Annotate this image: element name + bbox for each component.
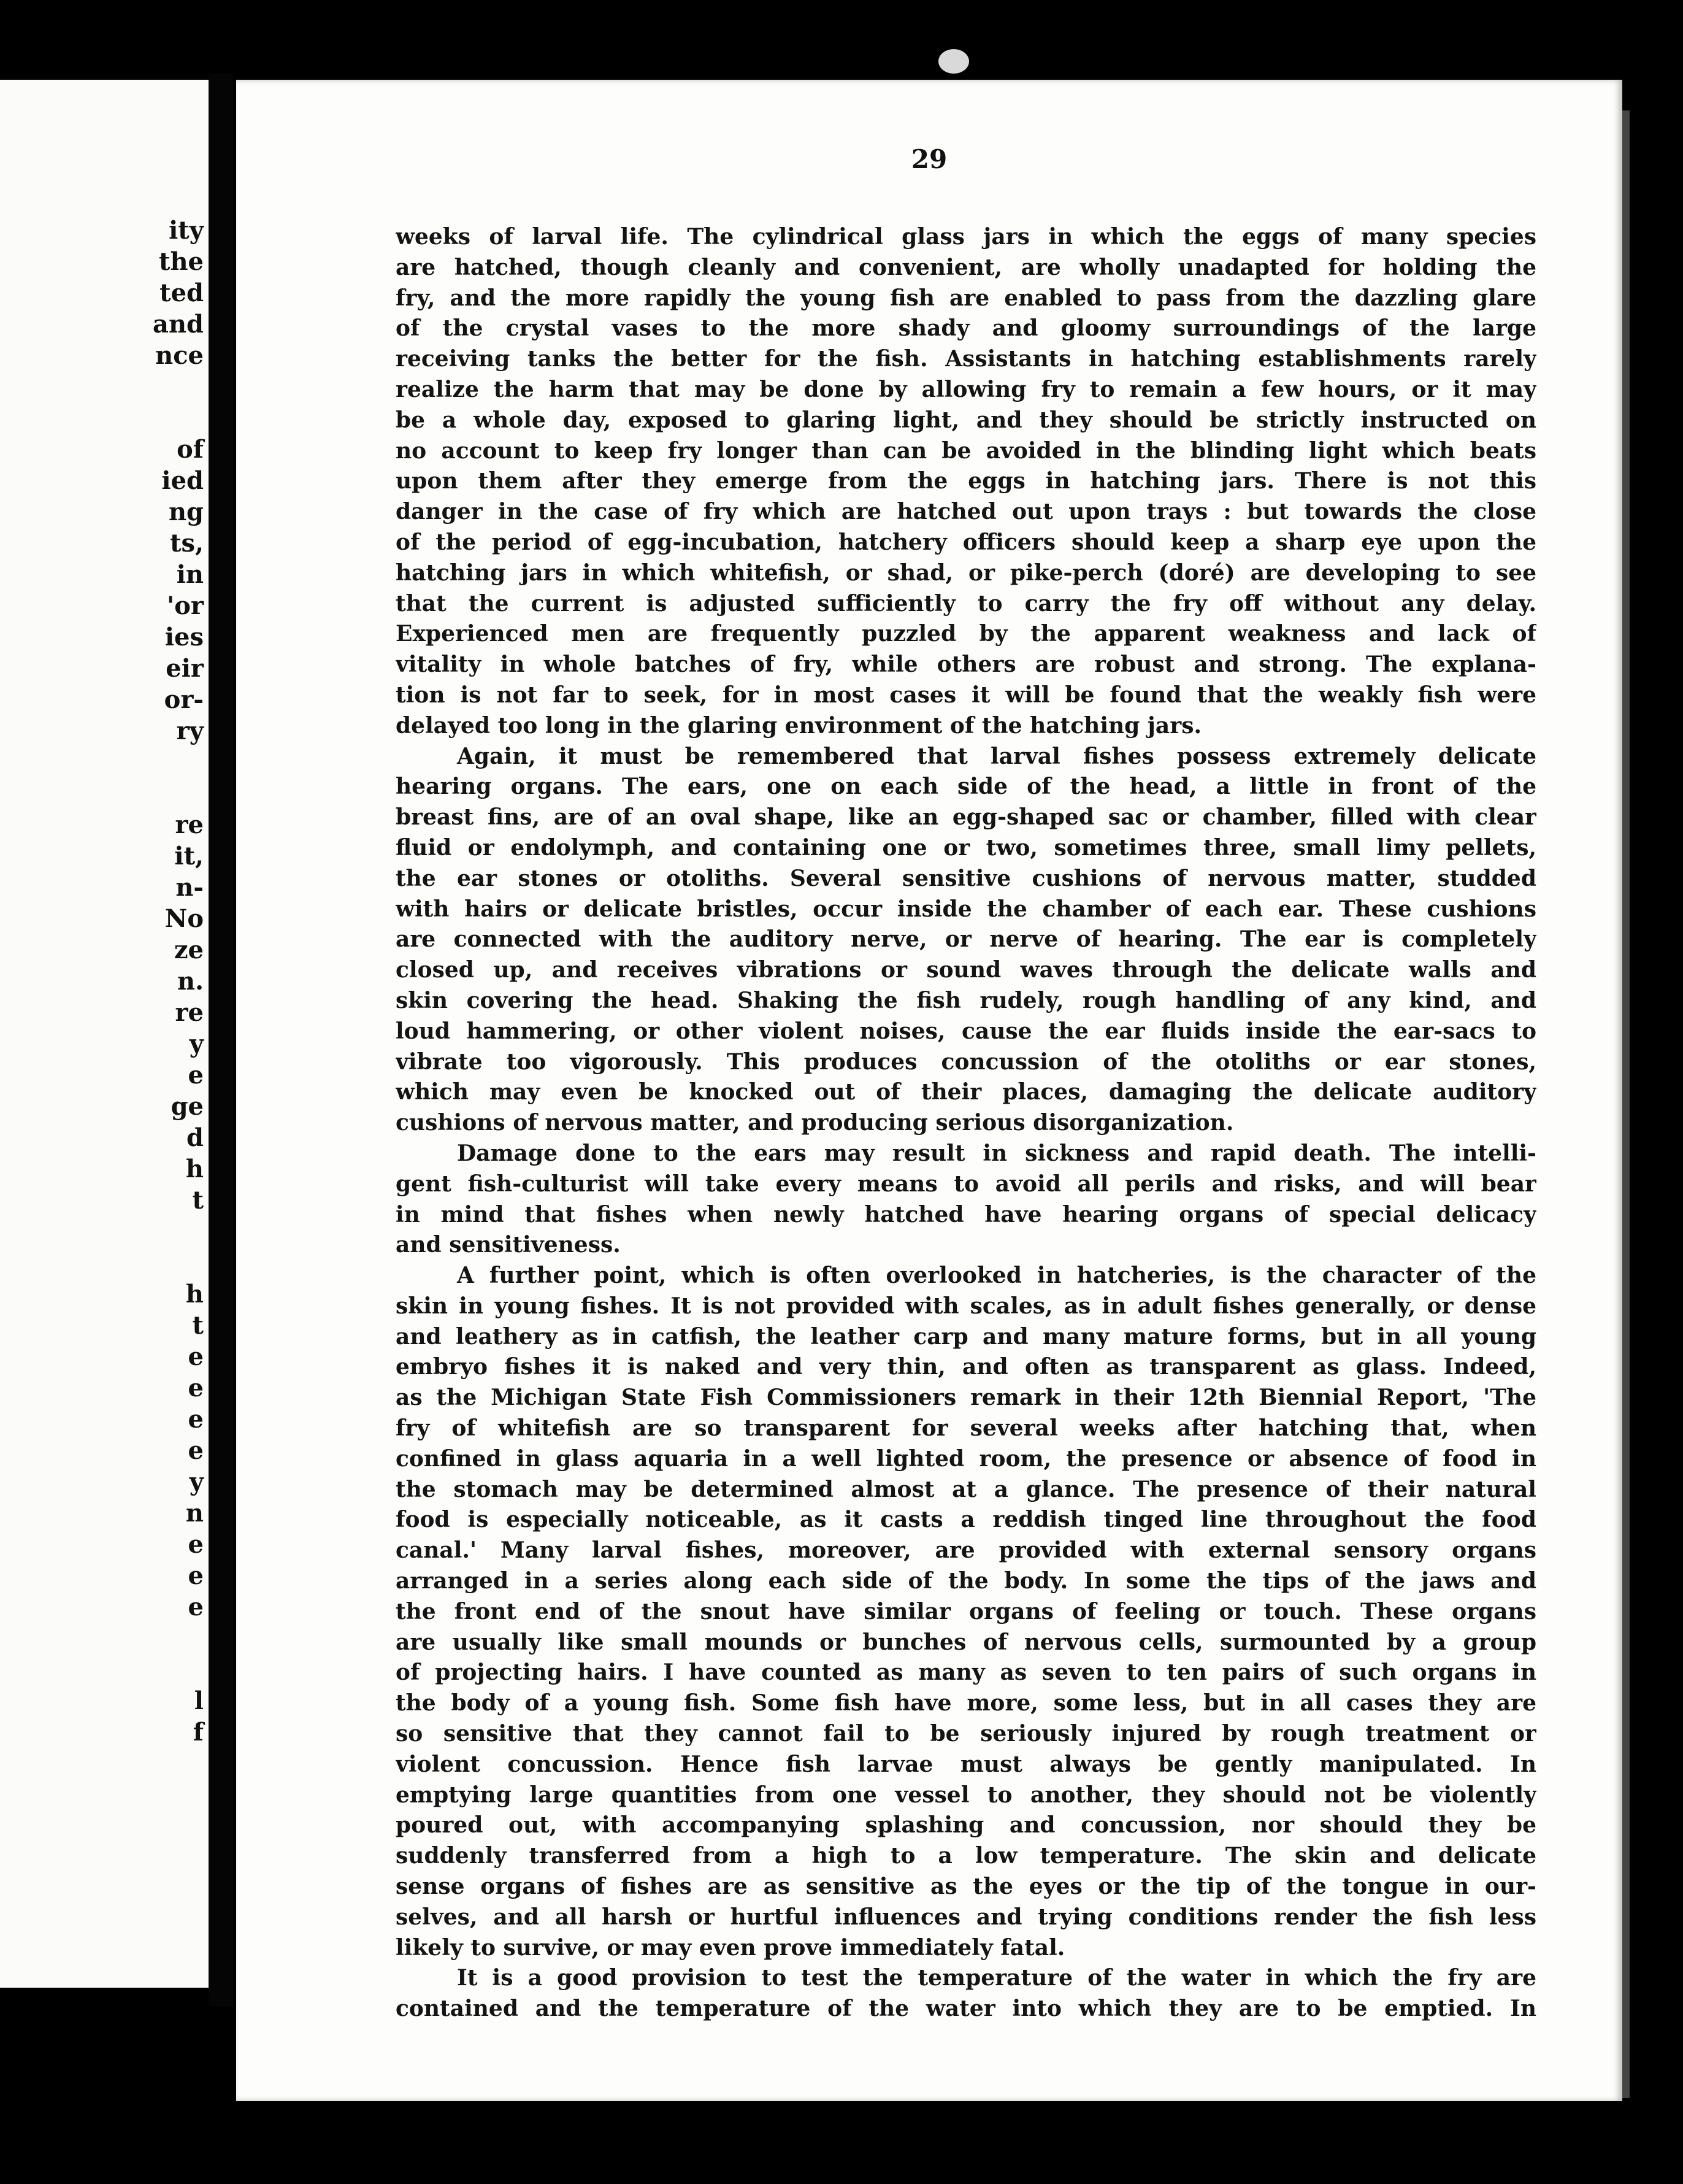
- facing-page-fragment: e: [188, 1436, 204, 1465]
- text-line: selves, and all harsh or hurtful influences and trying conditions render the fish less: [396, 1904, 1536, 1930]
- text-line: in mind that fishes when newly hatched have hearing organs of special delicacy: [396, 1201, 1536, 1228]
- text-line: the ear stones or otoliths. Several sensitive cushions of nervous matter, studded: [396, 865, 1536, 891]
- facing-page-fragment: h: [185, 1155, 204, 1183]
- facing-page-fragment: ity: [169, 216, 204, 245]
- facing-page-fragment: [117, 1623, 209, 1685]
- facing-page-fragment: ge: [171, 1092, 204, 1121]
- facing-page-fragment: l: [194, 1686, 204, 1715]
- text-line: that the current is adjusted sufficiently to carry the fry off without any delay.: [396, 590, 1536, 617]
- text-line: breast fins, are of an oval shape, like an egg-shaped sac or chamber, filled with clear: [396, 804, 1536, 831]
- facing-page-fragment: or-: [164, 685, 204, 714]
- text-line: poured out, with accompanying splashing and concussion, nor should they be: [396, 1812, 1536, 1839]
- facing-page-fragment: of: [177, 435, 204, 464]
- text-line: are connected with the auditory nerve, or nerve of hearing. The ear is completely: [396, 926, 1536, 953]
- book-page: [236, 80, 1622, 2101]
- facing-page-fragment: e: [188, 1405, 204, 1434]
- facing-page-fragment: re: [175, 998, 204, 1027]
- facing-page-fragment: the: [158, 247, 204, 276]
- facing-page-fragment: d: [186, 1123, 204, 1152]
- text-line: contained and the temperature of the water into which they are to be emptied. In: [396, 1996, 1536, 2022]
- text-line: hatching jars in which whitefish, or shad, or pike-perch (doré) are developing to see: [396, 559, 1536, 586]
- body-text: [396, 222, 1536, 2024]
- text-line: weeks of larval life. The cylindrical glass jars in which the eggs of many species: [396, 224, 1536, 250]
- facing-page-fragment: e: [188, 1342, 204, 1371]
- lens-flare-speck: [938, 49, 969, 74]
- facing-page-fragment: t: [192, 1311, 204, 1340]
- text-line: sense organs of fishes are as sensitive as the eyes or the tip of the tongue in our-: [396, 1874, 1536, 1900]
- text-line: cushions of nervous matter, and producing serious disorganization.: [396, 1110, 1234, 1136]
- facing-page-fragment: [117, 1216, 209, 1278]
- text-line: tion is not far to seek, for in most cases it will be found that the weakly fish were: [396, 682, 1536, 708]
- facing-page-fragment: ng: [168, 498, 204, 526]
- text-line: vibrate too vigorously. This produces concussion of the otoliths or ear stones,: [396, 1048, 1536, 1075]
- text-line: and leathery as in catfish, the leather carp and many mature forms, but in all young: [396, 1323, 1536, 1350]
- facing-page-fragment: e: [188, 1061, 204, 1090]
- facing-page-fragment: ry: [176, 717, 204, 745]
- text-line: are usually like small mounds or bunches of nervous cells, surmounted by a group: [396, 1629, 1536, 1655]
- facing-page-fragment: [117, 371, 209, 434]
- facing-page-fragment: 'or: [167, 591, 204, 620]
- text-line: are hatched, though cleanly and convenient, are wholly unadapted for holding the: [396, 254, 1536, 280]
- text-line: with hairs or delicate bristles, occur inside the chamber of each ear. These cushions: [396, 896, 1536, 922]
- text-line: fry of whitefish are so transparent for several weeks after hatching that, when: [396, 1415, 1536, 1442]
- text-line: of projecting hairs. I have counted as many as seven to ten pairs of such organs in: [396, 1659, 1536, 1686]
- text-line: delayed too long in the glaring environment of the hatching jars.: [396, 712, 1202, 739]
- text-line: It is a good provision to test the temperature of the water in which the fry are: [457, 1965, 1536, 1991]
- facing-page-fragment: No: [164, 904, 204, 933]
- text-line: hearing organs. The ears, one on each side of the head, a little in front of the: [396, 774, 1536, 800]
- facing-page-fragment: it,: [174, 842, 204, 871]
- text-line: vitality in whole batches of fry, while others are robust and strong. The explana-: [396, 652, 1536, 678]
- facing-page-fragment: e: [188, 1530, 204, 1559]
- text-line: Experienced men are frequently puzzled by the apparent weakness and lack of: [396, 621, 1536, 647]
- facing-page-fragment: t: [192, 1186, 204, 1215]
- text-line: no account to keep fry longer than can be avoided in the blinding light which beats: [396, 437, 1536, 464]
- text-line: loud hammering, or other violent noises, cause the ear fluids inside the ear-sacs to: [396, 1018, 1536, 1044]
- facing-page-fragment: y: [189, 1029, 204, 1058]
- page-edge-shadow: [1622, 110, 1630, 2098]
- text-line: likely to survive, or may even prove immediately fatal.: [396, 1934, 1065, 1961]
- text-line: suddenly transferred from a high to a low temperature. The skin and delicate: [396, 1843, 1536, 1869]
- text-line: the front end of the snout have similar organs of feeling or touch. These organs: [396, 1598, 1536, 1625]
- text-line: Damage done to the ears may result in sickness and rapid death. The intelli-: [457, 1140, 1536, 1166]
- facing-page-fragment: ts,: [170, 529, 204, 558]
- text-line: the stomach may be determined almost at a glance. The presence of their natural: [396, 1476, 1536, 1502]
- text-line: fry, and the more rapidly the young fish are enabled to pass from the dazzling glare: [396, 285, 1536, 311]
- facing-page-fragment: h: [185, 1280, 204, 1309]
- text-line: realize the harm that may be done by allowing fry to remain a few hours, or it may: [396, 376, 1536, 402]
- text-line: upon them after they emerge from the eggs in hatching jars. There is not this: [396, 468, 1536, 494]
- facing-page-fragment: eir: [166, 654, 204, 683]
- text-line: food is especially noticeable, as it casts a reddish tinged line throughout the food: [396, 1507, 1536, 1533]
- text-line: which may even be knocked out of their places, damaging the delicate auditory: [396, 1079, 1536, 1105]
- book-gutter: [209, 74, 233, 2006]
- text-line: emptying large quantities from one vessel to another, they should not be violently: [396, 1782, 1536, 1808]
- text-line: closed up, and receives vibrations or sound waves through the delicate walls and: [396, 957, 1536, 983]
- facing-page-fragment: f: [193, 1718, 204, 1747]
- text-line: as the Michigan State Fish Commissioners remark in their 12th Biennial Report, 'The: [396, 1385, 1536, 1411]
- facing-page-fragment: n-: [175, 873, 204, 902]
- text-line: confined in glass aquaria in a well lighted room, the presence or absence of food in: [396, 1445, 1536, 1472]
- text-line: of the crystal vases to the more shady and gloomy surroundings of the large: [396, 315, 1536, 342]
- text-line: A further point, which is often overlooked in hatcheries, is the character of the: [457, 1263, 1536, 1289]
- text-line: violent concussion. Hence fish larvae must always be gently manipulated. In: [396, 1751, 1536, 1777]
- facing-page-fragment: re: [175, 810, 204, 839]
- facing-page-fragment: ze: [174, 936, 204, 964]
- facing-page-fragment: ted: [159, 279, 204, 307]
- facing-page-fragment: n.: [177, 967, 204, 996]
- page-number: 29: [911, 144, 948, 174]
- text-line: skin in young fishes. It is not provided with scales, as in adult fishes generally, or dense: [396, 1293, 1536, 1319]
- facing-page-fragment: ies: [164, 623, 204, 652]
- text-line: Again, it must be remembered that larval fishes possess extremely delicate: [457, 743, 1536, 769]
- facing-page-text-fragments: [117, 215, 209, 1748]
- facing-page-fragment: [117, 747, 209, 809]
- text-line: gent fish-culturist will take every means to avoid all perils and risks, and will bear: [396, 1171, 1536, 1197]
- text-line: canal.' Many larval fishes, moreover, are provided with external sensory organs: [396, 1537, 1536, 1564]
- text-line: so sensitive that they cannot fail to be seriously injured by rough treatment or: [396, 1721, 1536, 1747]
- facing-page-fragment: e: [188, 1561, 204, 1590]
- text-line: fluid or endolymph, and containing one or two, sometimes three, small limy pellets,: [396, 834, 1536, 861]
- text-line: be a whole day, exposed to glaring light, and they should be strictly instructed on: [396, 407, 1536, 433]
- text-line: arranged in a series along each side of the body. In some the tips of the jaws and: [396, 1568, 1536, 1594]
- facing-page-fragment: and: [153, 310, 204, 339]
- facing-page-fragment: e: [188, 1374, 204, 1402]
- facing-page-fragment: nce: [155, 341, 204, 370]
- facing-page-fragment: in: [176, 560, 204, 589]
- text-line: danger in the case of fry which are hatched out upon trays : but towards the close: [396, 499, 1536, 525]
- text-line: skin covering the head. Shaking the fish rudely, rough handling of any kind, and: [396, 987, 1536, 1013]
- text-line: embryo fishes it is naked and very thin, and often as transparent as glass. Indeed,: [396, 1354, 1536, 1380]
- text-line: receiving tanks the better for the fish. Assistants in hatching establishments rarely: [396, 346, 1536, 372]
- facing-page-left: [0, 80, 209, 1988]
- facing-page-fragment: ied: [161, 466, 204, 495]
- text-line: and sensitiveness.: [396, 1232, 621, 1258]
- facing-page-fragment: e: [188, 1593, 204, 1621]
- facing-page-fragment: y: [189, 1467, 204, 1496]
- text-line: of the period of egg-incubation, hatchery officers should keep a sharp eye upon the: [396, 529, 1536, 555]
- text-line: the body of a young fish. Some fish have more, some less, but in all cases they are: [396, 1690, 1536, 1717]
- facing-page-fragment: n: [185, 1499, 204, 1528]
